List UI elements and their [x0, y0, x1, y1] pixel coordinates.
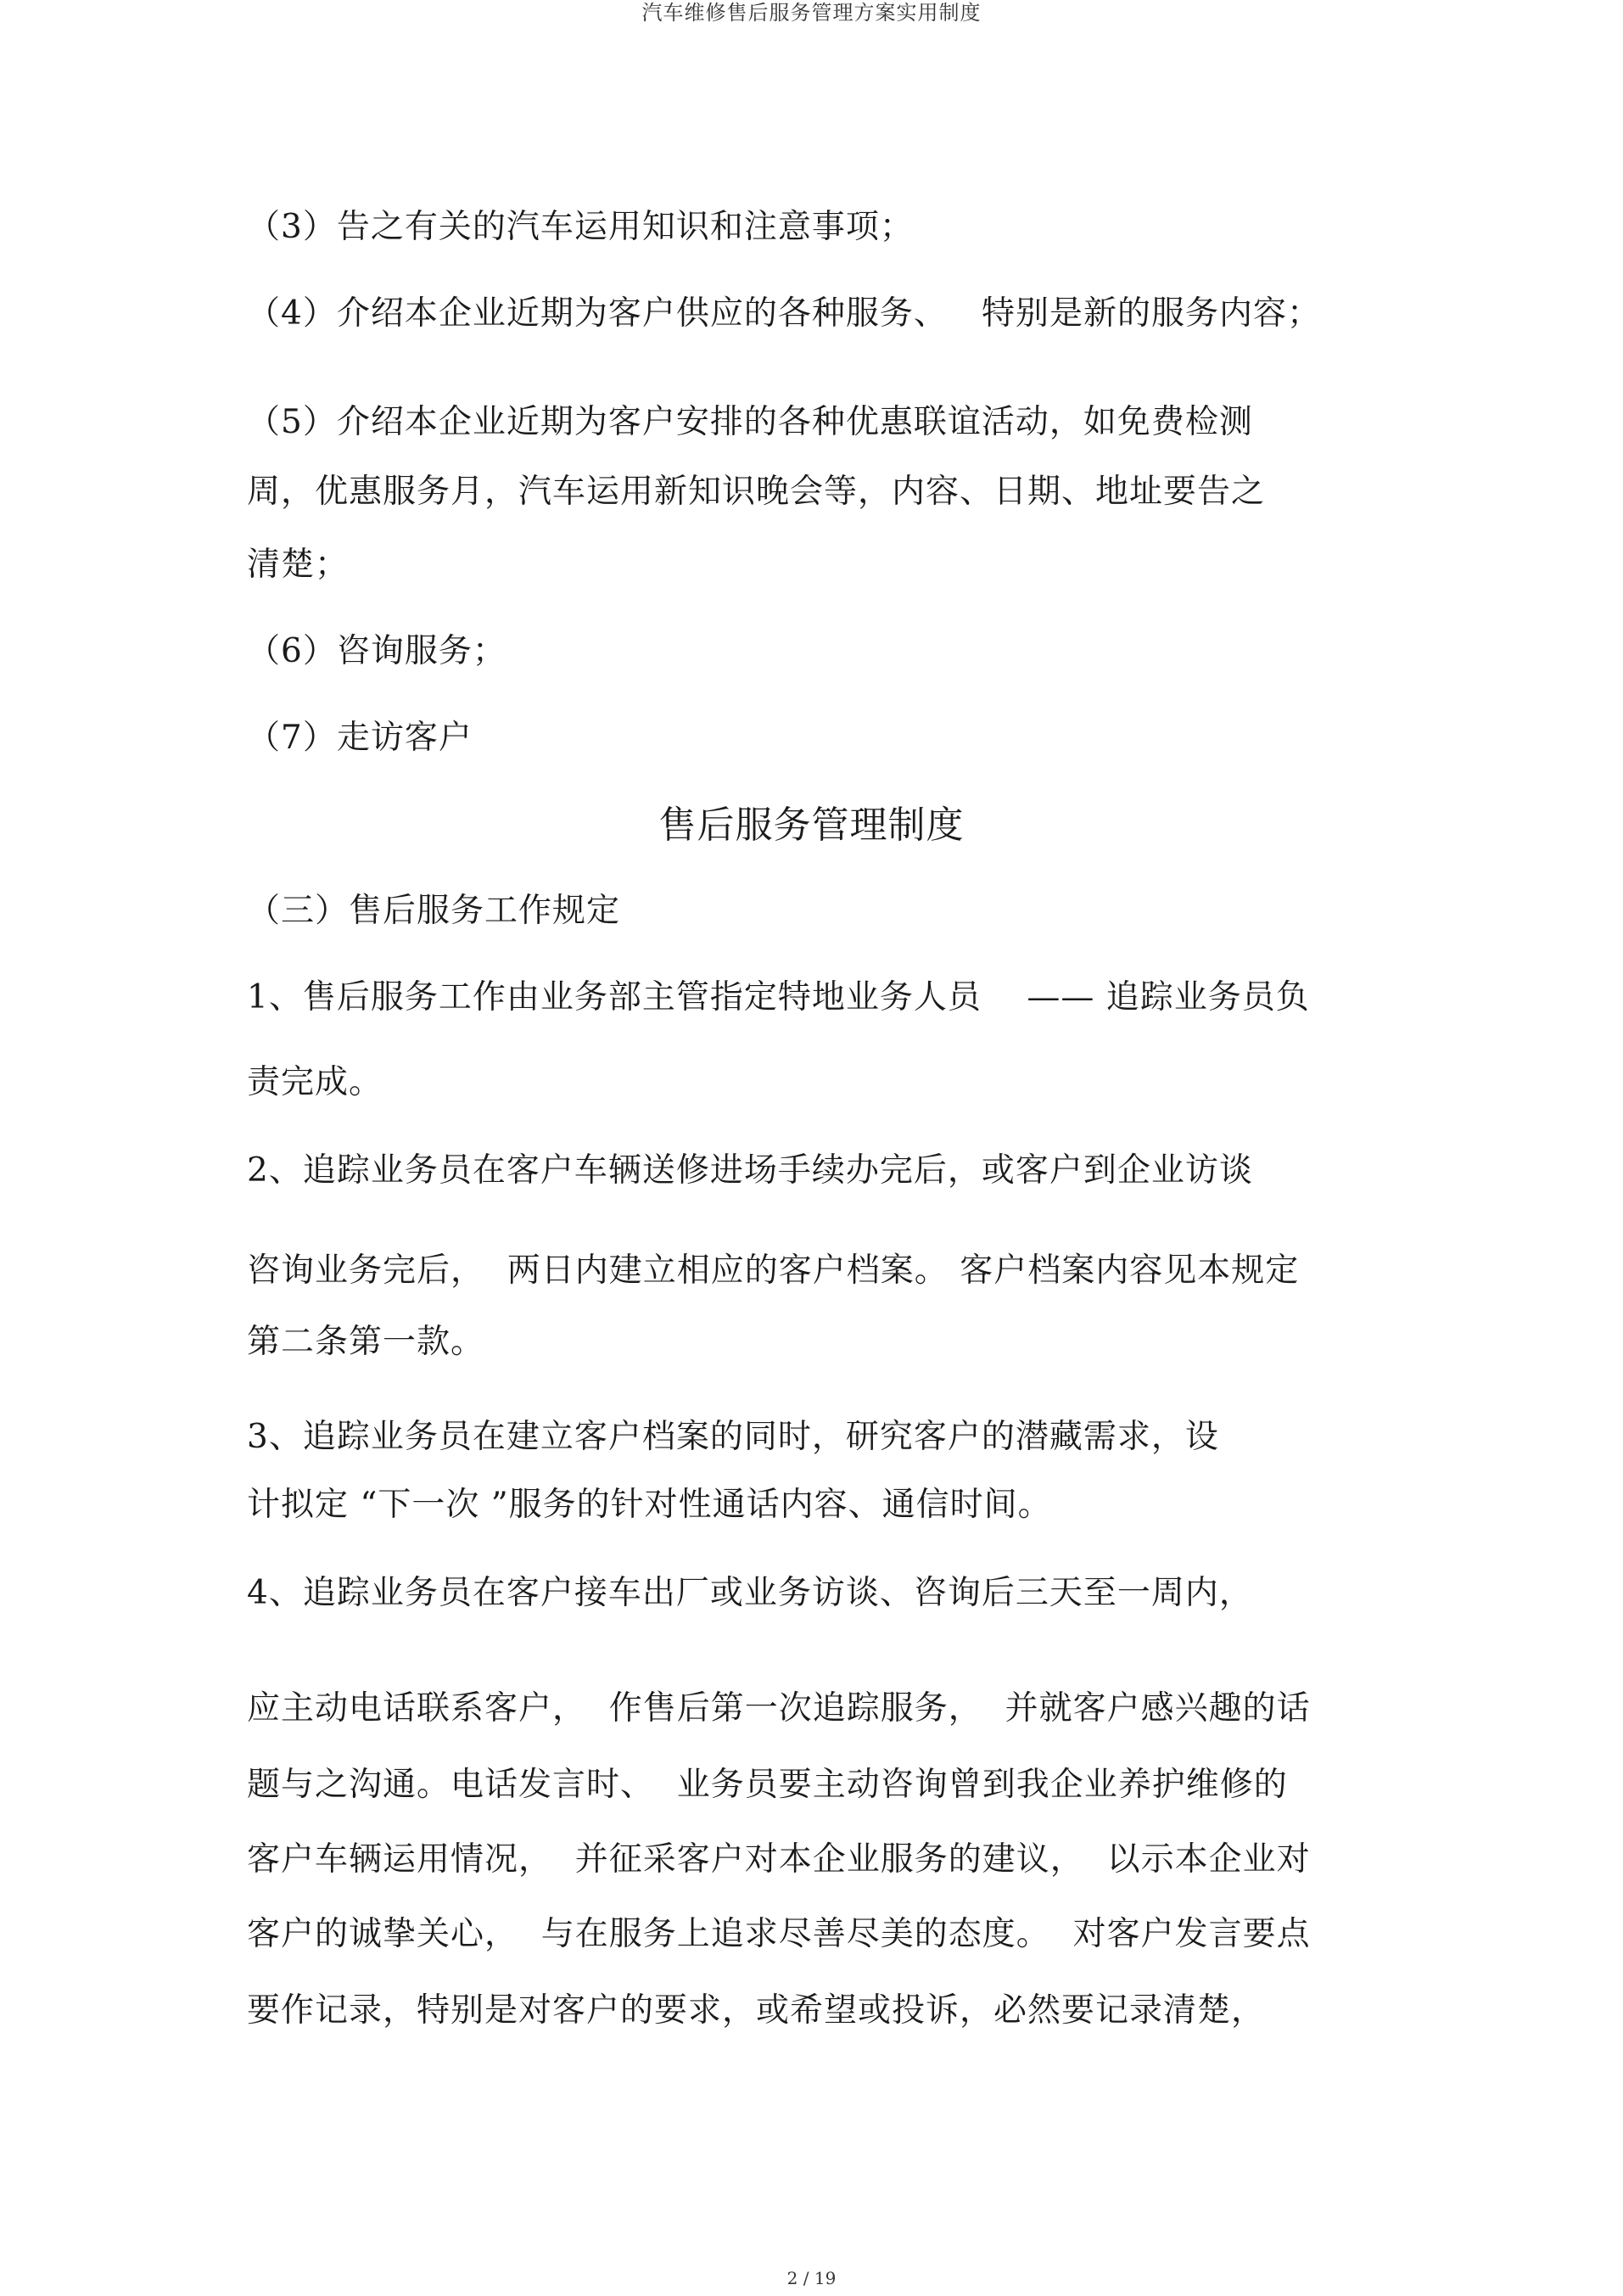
- rule-1-line-2: 责完成。: [247, 1063, 383, 1101]
- rule-2-line-2: 咨询业务完后， 两日内建立相应的客户档案。 客户档案内容见本规定: [247, 1252, 1300, 1290]
- rule-4-line-6: 要作记录，特别是对客户的要求，或希望或投诉，必然要记录清楚，: [247, 1991, 1266, 2030]
- list-item-5-line-2: 周，优惠服务月，汽车运用新知识晚会等，内容、日期、地址要告之: [247, 473, 1266, 511]
- rule-3-line-1: 3、追踪业务员在建立客户档案的同时，研究客户的潜藏需求，设: [247, 1418, 1219, 1456]
- list-item-6: （6）咨询服务；: [247, 632, 506, 670]
- list-item-5-line-3: 清楚；: [247, 546, 350, 584]
- section-title: 售后服务管理制度: [658, 804, 965, 847]
- rule-4-line-1: 4、追踪业务员在客户接车出厂或业务访谈、咨询后三天至一周内，: [247, 1574, 1253, 1612]
- page-number: 2 / 19: [786, 2268, 837, 2288]
- rule-2-line-1: 2、追踪业务员在客户车辆送修进场手续办完后，或客户到企业访谈: [247, 1151, 1253, 1190]
- page-header-title: 汽车维修售后服务管理方案实用制度: [641, 1, 982, 25]
- rule-1-line-1: 1、售后服务工作由业务部主管指定特地业务人员 —— 追踪业务员负: [247, 978, 1310, 1016]
- rule-2-line-3: 第二条第一款。: [247, 1323, 485, 1361]
- rule-4-line-2: 应主动电话联系客户， 作售后第一次追踪服务， 并就客户感兴趣的话: [247, 1689, 1311, 1728]
- rule-4-line-3: 题与之沟通。电话发言时、 业务员要主动咨询曾到我企业养护维修的: [247, 1766, 1288, 1804]
- rule-3-line-2: 计拟定 “下一次 ”服务的针对性通话内容、通信时间。: [247, 1486, 1052, 1524]
- list-item-3: （3）告之有关的汽车运用知识和注意事项；: [247, 208, 914, 246]
- list-item-7: （7）走访客户: [247, 719, 473, 757]
- list-item-5-line-1: （5）介绍本企业近期为客户安排的各种优惠联谊活动，如免费检测: [247, 403, 1253, 441]
- rule-4-line-4: 客户车辆运用情况， 并征采客户对本企业服务的建议， 以示本企业对: [247, 1840, 1311, 1879]
- list-item-4: （4）介绍本企业近期为客户供应的各种服务、 特别是新的服务内容；: [247, 294, 1322, 333]
- rule-4-line-5: 客户的诚挚关心， 与在服务上追求尽善尽美的态度。 对客户发言要点: [247, 1915, 1311, 1953]
- subsection-heading: （三）售后服务工作规定: [247, 892, 621, 930]
